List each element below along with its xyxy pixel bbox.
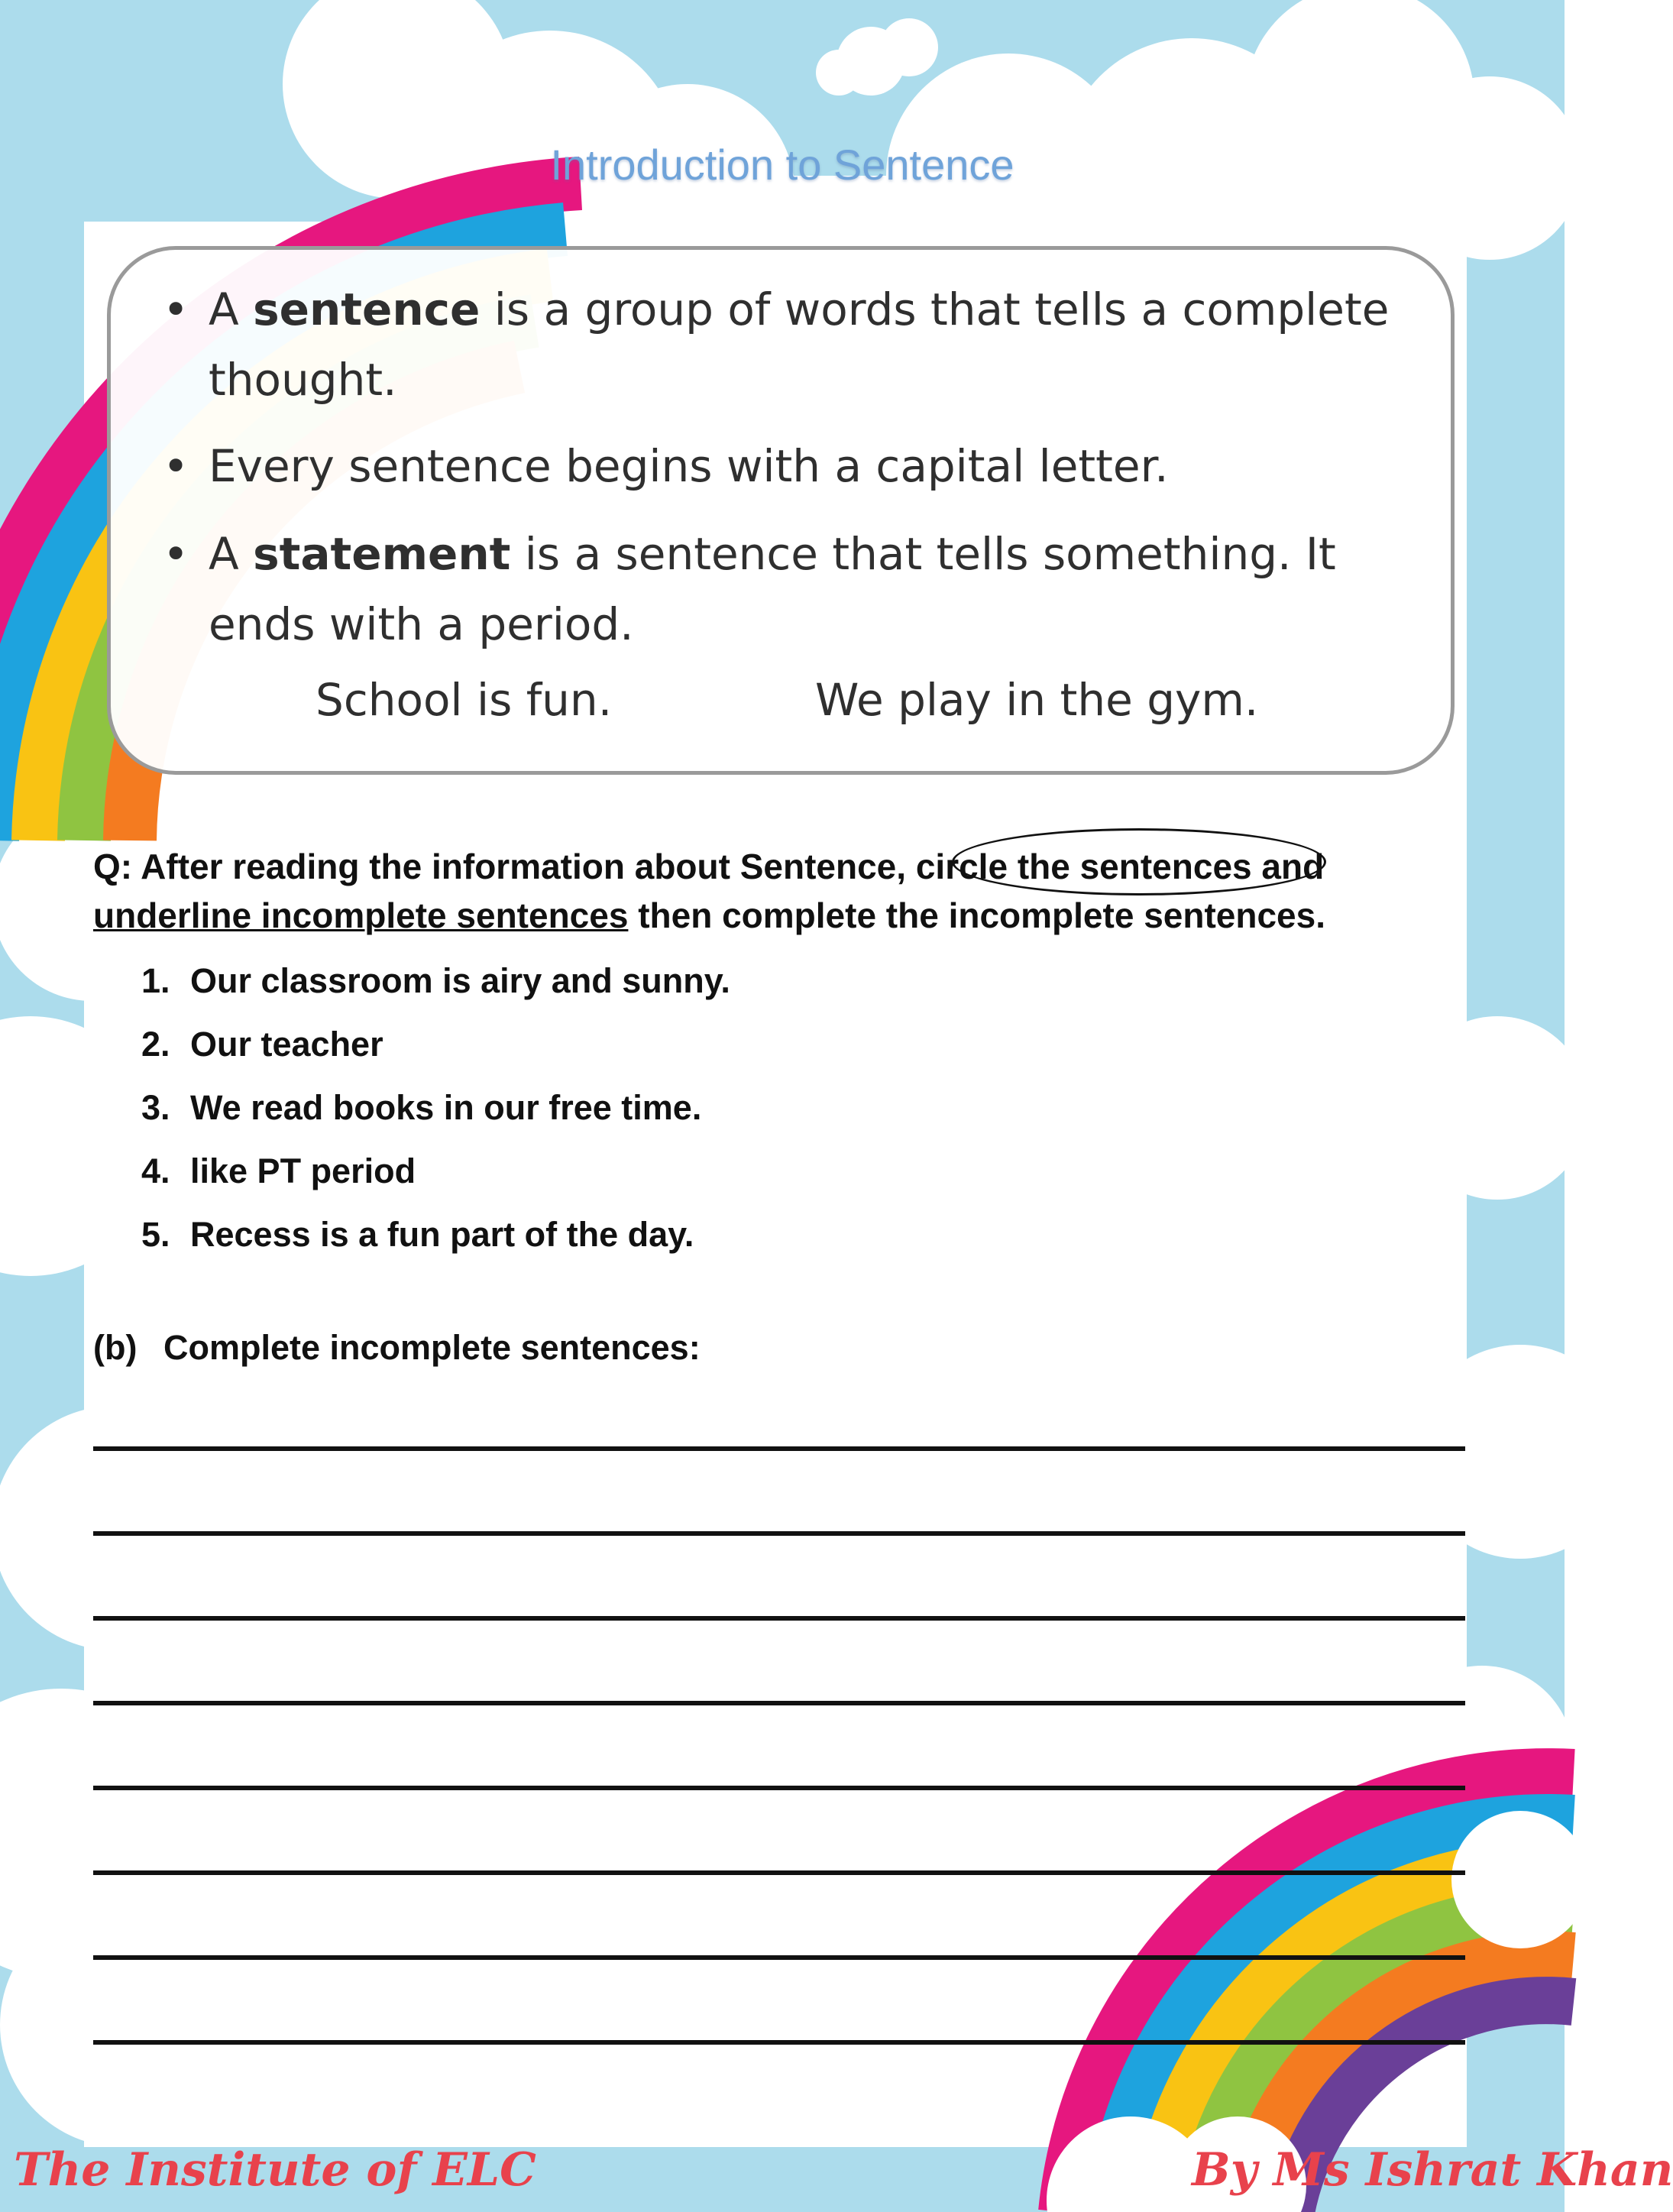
bullet-icon: • xyxy=(163,528,189,580)
part-b-text: Complete incomplete sentences: xyxy=(163,1328,701,1367)
footer-institute: The Institute of ELC xyxy=(14,2143,536,2197)
question-middle: and xyxy=(1251,847,1325,886)
item-text: We read books in our free time. xyxy=(190,1088,702,1127)
page-title: Introduction to Sentence xyxy=(550,141,1014,189)
footer-author: By Ms Ishrat Khan xyxy=(1192,2143,1673,2197)
writing-line[interactable] xyxy=(93,1446,1465,1451)
info-text: A xyxy=(209,283,254,335)
part-b-heading xyxy=(93,1328,701,1368)
item-number: 1. xyxy=(141,961,170,1000)
writing-line[interactable] xyxy=(93,1701,1465,1705)
item-text: like PT period xyxy=(190,1151,416,1190)
example-sentence: School is fun. xyxy=(316,674,613,726)
info-keyword: sentence xyxy=(253,283,481,335)
example-sentence: We play in the gym. xyxy=(815,674,1259,726)
question-suffix: then complete the incomplete sentences. xyxy=(628,895,1325,935)
list-item xyxy=(141,961,730,1001)
item-text: Recess is a fun part of the day. xyxy=(190,1215,694,1254)
info-item xyxy=(163,519,1400,659)
item-number: 4. xyxy=(141,1151,170,1190)
info-box xyxy=(107,246,1455,775)
info-text: A xyxy=(209,528,254,580)
item-text: Our classroom is airy and sunny. xyxy=(190,961,730,1000)
underlined-phrase: underline incomplete sentences xyxy=(93,895,629,935)
writing-line[interactable] xyxy=(93,2040,1465,2045)
list-item xyxy=(141,1025,383,1064)
list-item xyxy=(141,1215,694,1255)
info-item xyxy=(163,274,1400,415)
item-number: 3. xyxy=(141,1088,170,1127)
info-text: Every sentence begins with a capital letter. xyxy=(209,440,1169,492)
list-item xyxy=(141,1088,701,1128)
info-text: is a sentence that tells something. It ends with a period. xyxy=(209,528,1336,650)
circled-phrase: circle the sentences xyxy=(915,847,1252,886)
writing-line[interactable] xyxy=(93,1955,1465,1960)
info-item xyxy=(163,431,1400,501)
item-number: 5. xyxy=(141,1215,170,1254)
bullet-icon: • xyxy=(163,440,189,492)
writing-line[interactable] xyxy=(93,1616,1465,1621)
part-b-label: (b) xyxy=(93,1328,138,1367)
info-text: is a group of words that tells a complete thought. xyxy=(209,283,1390,406)
writing-line[interactable] xyxy=(93,1786,1465,1790)
info-keyword: statement xyxy=(253,528,511,580)
item-number: 2. xyxy=(141,1025,170,1064)
circle-annotation xyxy=(952,828,1326,895)
writing-line[interactable] xyxy=(93,1531,1465,1536)
writing-line[interactable] xyxy=(93,1870,1465,1875)
bullet-icon: • xyxy=(163,283,189,335)
question-prefix: Q: After reading the information about Sentence, xyxy=(93,847,916,886)
list-item xyxy=(141,1151,416,1191)
item-text: Our teacher xyxy=(190,1025,383,1064)
